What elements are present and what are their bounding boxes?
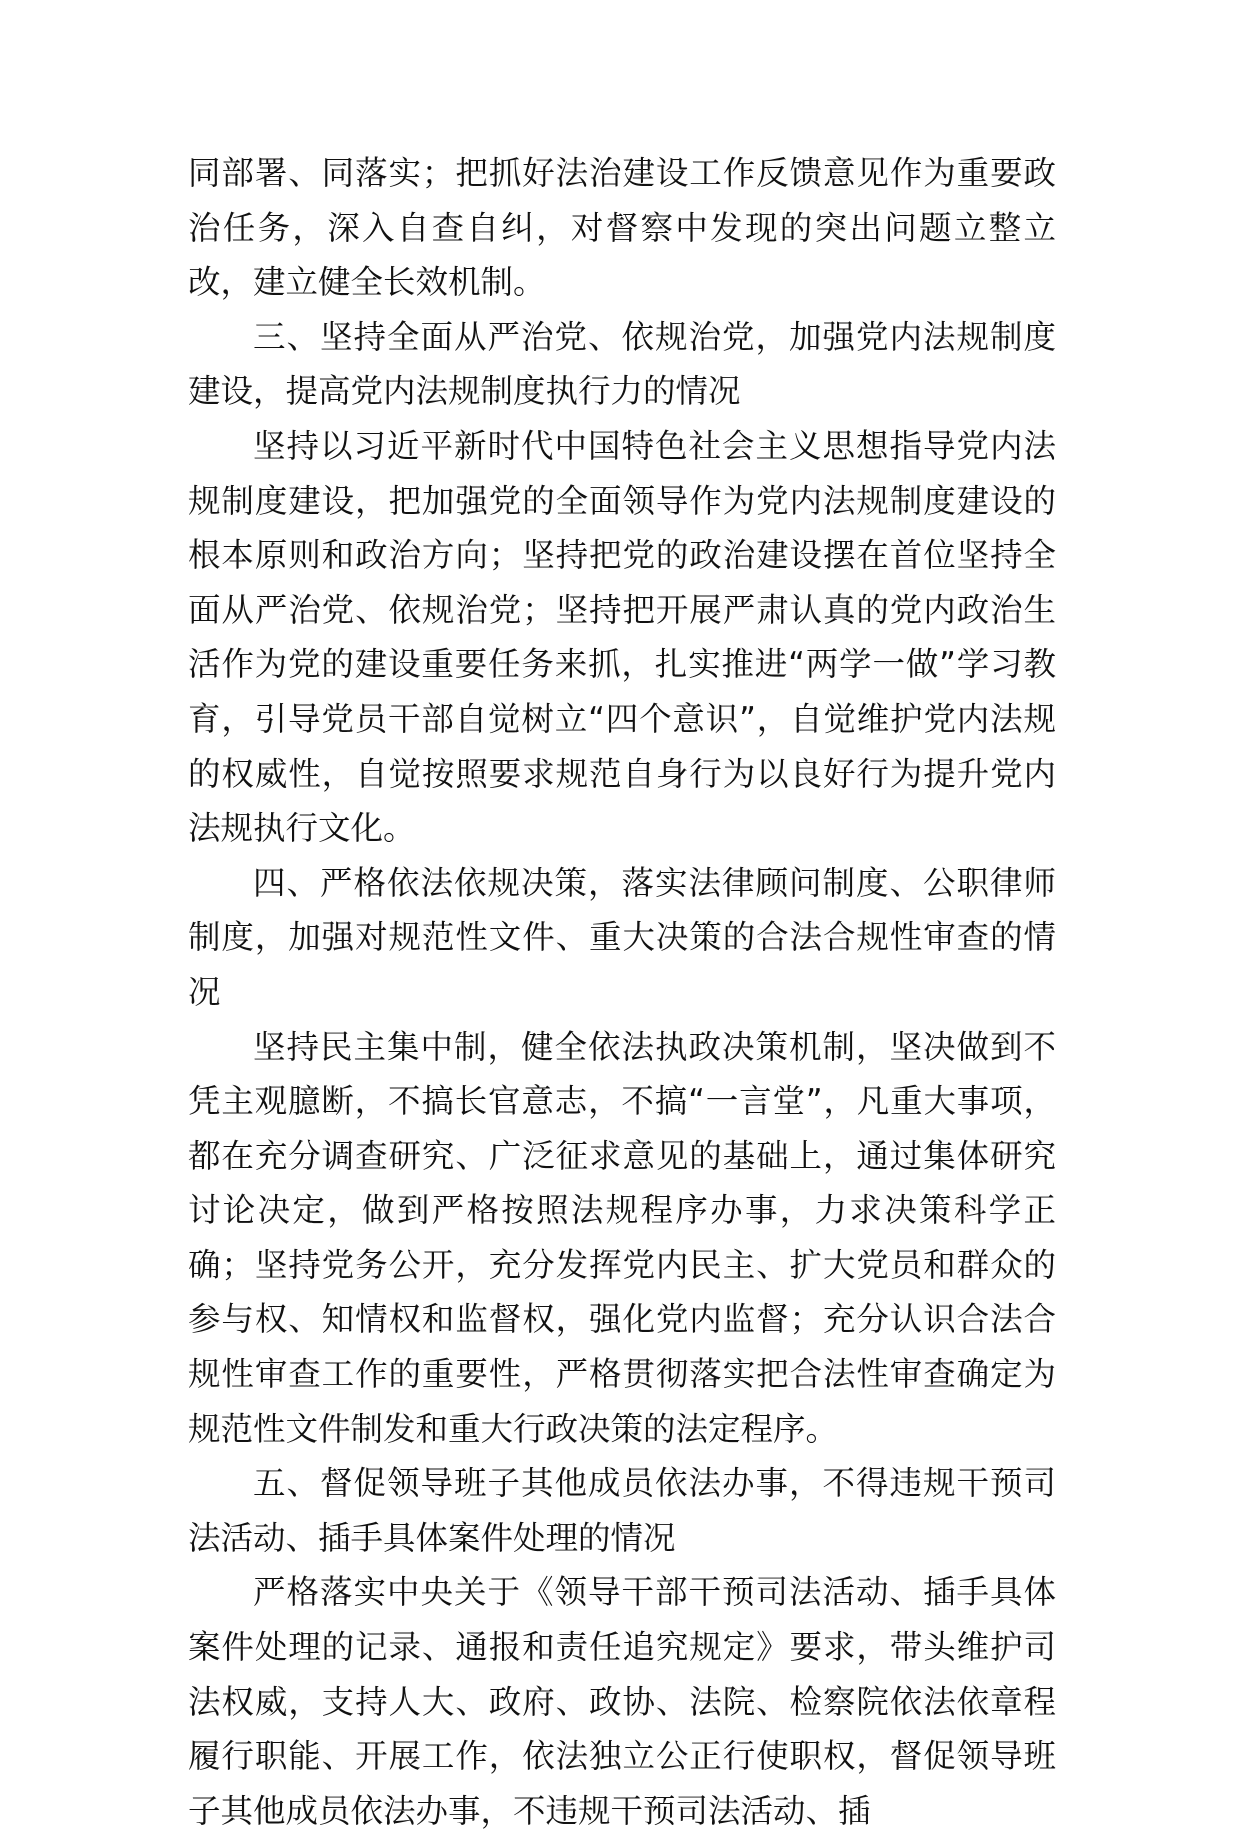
section-heading-4: 四、严格依法依规决策，落实法律顾问制度、公职律师制度，加强对规范性文件、重大决策的合法合规性审查的情况 bbox=[188, 863, 1056, 1011]
paragraph-body: 坚持以习近平新时代中国特色社会主义思想指导党内法规制度建设，把加强党的全面领导作为党内法规制度建设的根本原则和政治方向；坚持把党的政治建设摆在首位坚持全面从严治党、依规治党；坚持把开展严肃认真的党内政治生活作为党的建设重要任务来抓，扎实推进“两学一做”学习教育，引导党员干部自觉树立“四个意识”，自觉维护党内法规的权威性，自觉按照要求规范自身行为以良好行为提升党内法规执行文化。 bbox=[188, 426, 1056, 848]
paragraph-continuation: 同部署、同落实；把抓好法治建设工作反馈意见作为重要政治任务，深入自查自纠，对督察中发现的突出问题立整立改，建立健全长效机制。 bbox=[188, 154, 1056, 302]
section-heading-3: 三、坚持全面从严治党、依规治党，加强党内法规制度建设，提高党内法规制度执行力的情况 bbox=[188, 317, 1056, 411]
paragraph-body: 严格落实中央关于《领导干部干预司法活动、插手具体案件处理的记录、通报和责任追究规定》要求，带头维护司法权威，支持人大、政府、政协、法院、检察院依法依章程履行职能、开展工作，依法独立公正行使职权，督促领导班子其他成员依法办事，不违规干预司法活动、插 bbox=[188, 1573, 1056, 1830]
document-page bbox=[188, 146, 1056, 1838]
paragraph-body: 坚持民主集中制，健全依法执政决策机制，坚决做到不凭主观臆断，不搞长官意志，不搞“一言堂”，凡重大事项，都在充分调查研究、广泛征求意见的基础上，通过集体研究讨论决定，做到严格按照法规程序办事，力求决策科学正确；坚持党务公开，充分发挥党内民主、扩大党员和群众的参与权、知情权和监督权，强化党内监督；充分认识合法合规性审查工作的重要性，严格贯彻落实把合法性审查确定为规范性文件制发和重大行政决策的法定程序。 bbox=[188, 1027, 1056, 1448]
section-heading-5: 五、督促领导班子其他成员依法办事，不得违规干预司法活动、插手具体案件处理的情况 bbox=[188, 1464, 1056, 1557]
